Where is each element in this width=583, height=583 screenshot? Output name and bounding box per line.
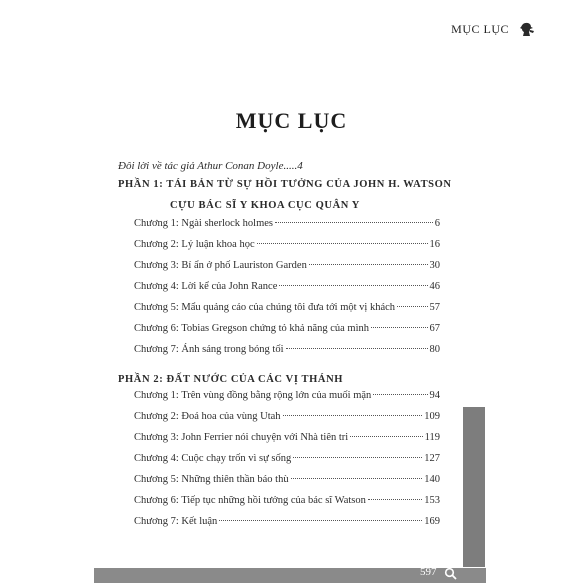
- dot-leader: [373, 394, 427, 395]
- toc-entry[interactable]: [134, 260, 440, 281]
- toc-entry-label: Chương 1: Ngài sherlock holmes: [134, 218, 273, 229]
- dot-leader: [279, 285, 427, 286]
- part-2-chapter-list: [134, 390, 440, 537]
- toc-entry[interactable]: [134, 281, 440, 302]
- toc-entry[interactable]: [134, 432, 440, 453]
- toc-entry-page: 46: [429, 281, 440, 292]
- dot-leader: [286, 348, 428, 349]
- dot-leader: [397, 306, 427, 307]
- toc-entry[interactable]: [134, 411, 440, 432]
- toc-entry[interactable]: [134, 323, 440, 344]
- running-head-title: MỤC LỤC: [451, 21, 509, 36]
- toc-entry-page: 127: [424, 453, 440, 464]
- sherlock-silhouette-icon: [517, 20, 535, 38]
- toc-entry-label: Chương 1: Trên vùng đồng bằng rộng lớn của muối mặn: [134, 390, 372, 401]
- toc-entry-page: 57: [429, 302, 440, 313]
- toc-entry[interactable]: [134, 302, 440, 323]
- dot-leader: [283, 415, 423, 416]
- toc-entry-label: Chương 2: Lý luận khoa học: [134, 239, 255, 250]
- toc-entry-page: 80: [429, 344, 440, 355]
- toc-entry-page: 140: [424, 474, 440, 485]
- toc-entry[interactable]: [134, 474, 440, 495]
- toc-entry-page: 169: [424, 516, 440, 527]
- toc-entry-label: Chương 6: Tobias Gregson chứng tỏ khả năng của mình: [134, 323, 370, 334]
- toc-entry[interactable]: [134, 390, 440, 411]
- dot-leader: [291, 478, 423, 479]
- toc-entry-label: Chương 3: Bí ẩn ở phố Lauriston Garden: [134, 260, 307, 271]
- toc-entry-page: 94: [429, 390, 440, 401]
- dot-leader: [309, 264, 428, 265]
- dot-leader: [350, 436, 422, 437]
- toc-entry-label: Chương 4: Cuộc chạy trốn vì sự sống: [134, 453, 292, 464]
- toc-entry-page: 119: [424, 432, 440, 443]
- toc-entry[interactable]: [134, 516, 440, 537]
- toc-entry-page: 30: [429, 260, 440, 271]
- dot-leader: [219, 520, 422, 521]
- toc-entry-label: Chương 3: John Ferrier nói chuyện với Nhà tiên tri: [134, 432, 349, 443]
- dot-leader: [275, 222, 433, 223]
- toc-entry-label: Chương 4: Lời kể của John Rance: [134, 281, 278, 292]
- page-title: MỤC LỤC: [235, 108, 348, 133]
- magnifier-icon: [444, 567, 457, 580]
- toc-entry-page: 16: [429, 239, 440, 250]
- dot-leader: [371, 327, 427, 328]
- toc-entry-label: Chương 5: Những thiên thần báo thù: [134, 474, 289, 485]
- dot-leader: [257, 243, 428, 244]
- toc-entry[interactable]: [134, 495, 440, 516]
- running-head: [451, 20, 535, 38]
- toc-entry-label: Chương 6: Tiếp tục những hồi tưởng của bác sĩ Watson: [134, 495, 366, 506]
- side-tab: [463, 407, 485, 567]
- part-1-chapter-list: [134, 218, 440, 365]
- toc-entry[interactable]: [134, 218, 440, 239]
- dot-leader: [293, 457, 422, 458]
- toc-entry[interactable]: [134, 453, 440, 474]
- intro-line: Đôi lời về tác giả Athur Conan Doyle.....4: [118, 160, 303, 172]
- part-2-heading: PHẦN 2: ĐẤT NƯỚC CỦA CÁC VỊ THÁNH: [118, 374, 344, 385]
- toc-entry-page: 109: [424, 411, 440, 422]
- toc-entry-label: Chương 2: Đoá hoa của vùng Utah: [134, 411, 281, 422]
- toc-entry[interactable]: [134, 344, 440, 365]
- toc-entry[interactable]: [134, 239, 440, 260]
- part-1-heading: PHẦN 1: TÁI BẢN TỪ SỰ HỒI TƯỞNG CỦA JOHN H. WATSON: [118, 179, 452, 190]
- side-tab-text: nhasach.minhthang.vn: [9, 468, 18, 544]
- page-number: 597: [420, 566, 437, 578]
- toc-entry-label: Chương 7: Kết luận: [134, 516, 218, 527]
- part-1-subheading: CỰU BÁC SĨ Y KHOA CỤC QUÂN Y: [170, 200, 360, 211]
- dot-leader: [368, 499, 422, 500]
- toc-entry-page: 153: [424, 495, 440, 506]
- toc-entry-page: 67: [429, 323, 440, 334]
- toc-entry-label: Chương 7: Ánh sáng trong bóng tối: [134, 344, 284, 355]
- toc-entry-page: 6: [434, 218, 440, 229]
- toc-entry-label: Chương 5: Mẩu quảng cáo của chúng tôi đưa tới một vị khách: [134, 302, 396, 313]
